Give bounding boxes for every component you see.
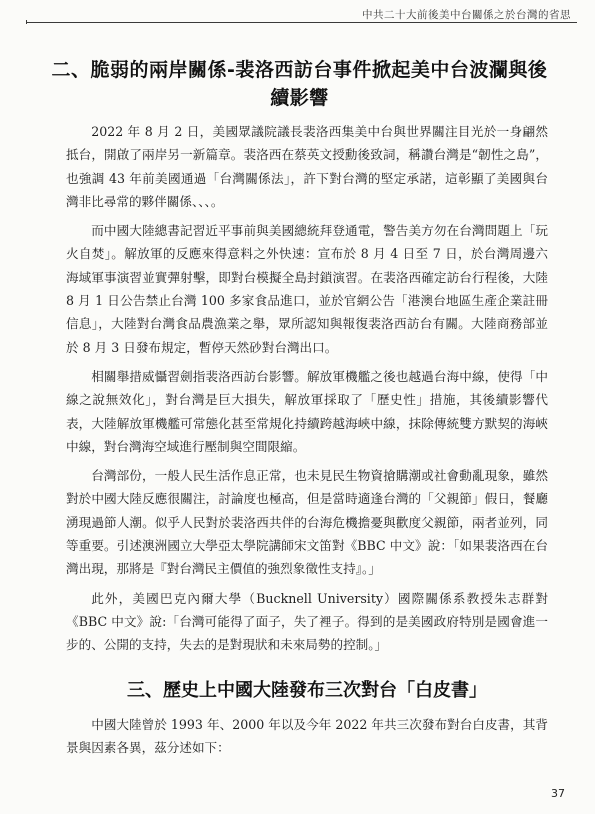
section-heading: 三、歷史上中國大陸發布三次對台「白皮書」 bbox=[127, 680, 487, 701]
paragraph: 中國大陸曾於 1993 年、2000 年以及今年 2022 年共三次發布對台白皮書，其背景與因素各異，茲分述如下： bbox=[66, 717, 548, 756]
paragraph: 2022 年 8 月 2 日，美國眾議院議長裴洛西集美中台與世界關注目光於一身翩然抵台，開啟了兩岸另一新篇章。裴洛西在蔡英文授勳後致詞，稱讚台灣是“韌性之島”，也強調 43 年前美國通過「台灣關係法」，許下對台灣的堅定承諾，這彰顯了美國與台灣非比尋常的夥伴關係、、、。 bbox=[66, 124, 548, 209]
paragraph: 而中國大陸總書記習近平事前與美國總統拜登通電，警告美方勿在台灣問題上「玩火自焚」。解放軍的反應來得意料之外快速：宣布於 8 月 4 日至 7 日，於台灣周邊六海域軍事演習並實彈射擊，即對台模擬全島封鎖演習。在裴洛西確定訪台行程後，大陸 8 月 1 日公告禁止台灣 100 多家食品進口，並於官網公告「港澳台地區生產企業註冊信息」，大陸對台灣食品農漁業之舉，眾所認知與報復裴洛西訪台有關。大陸商務部並於 8 月 3 日發布規定，暫停天然砂對台灣出口。 bbox=[66, 223, 548, 355]
running-header: 中共二十大前後美中台關係之於台灣的省思 bbox=[362, 9, 571, 21]
section-body bbox=[66, 713, 548, 760]
header-rule bbox=[26, 22, 577, 23]
page-number: 37 bbox=[551, 787, 565, 800]
section-title: 二、脆弱的兩岸關係-裴洛西訪台事件掀起美中台波瀾與後續影響 bbox=[51, 59, 548, 109]
section-body bbox=[66, 120, 548, 657]
paragraph: 相關舉措威懾習劍指裴洛西訪台影響。解放軍機艦之後也越過台海中線，使得「中線之說無效化」，對台灣是巨大損失，解放軍採取了「歷史性」措施，其後續影響代表，大陸解放軍機艦可常態化甚至常規化持續跨越海峽中線，抹除傳統雙方默契的海峽中線，對台灣海空域進行壓制與空間限縮。 bbox=[66, 368, 548, 454]
paragraph: 此外，美國巴克內爾大學（Bucknell University）國際關係系教授朱志群對《BBC 中文》說:「台灣可能得了面子，失了裡子。得到的是美國政府特別是國會進一步的、公開的支持，失去的是對現狀和未來局勢的控制。」 bbox=[66, 590, 548, 653]
paragraph: 台灣部份，一般人民生活作息正常，也未見民生物資搶購潮或社會動亂現象，雖然對於中國大陸反應很關注，討論度也極高，但是當時適逢台灣的「父親節」假日，餐廳湧現過節人潮。似乎人民對於裴洛西共伴的台海危機擔憂與歡度父親節，兩者並列，同等重要。引述澳洲國立大學亞太學院講師宋文笛對《BBC 中文》說：「如果裴洛西在台灣出現，那將是『對台灣民主價值的強烈象徵性支持』。」 bbox=[66, 468, 548, 577]
